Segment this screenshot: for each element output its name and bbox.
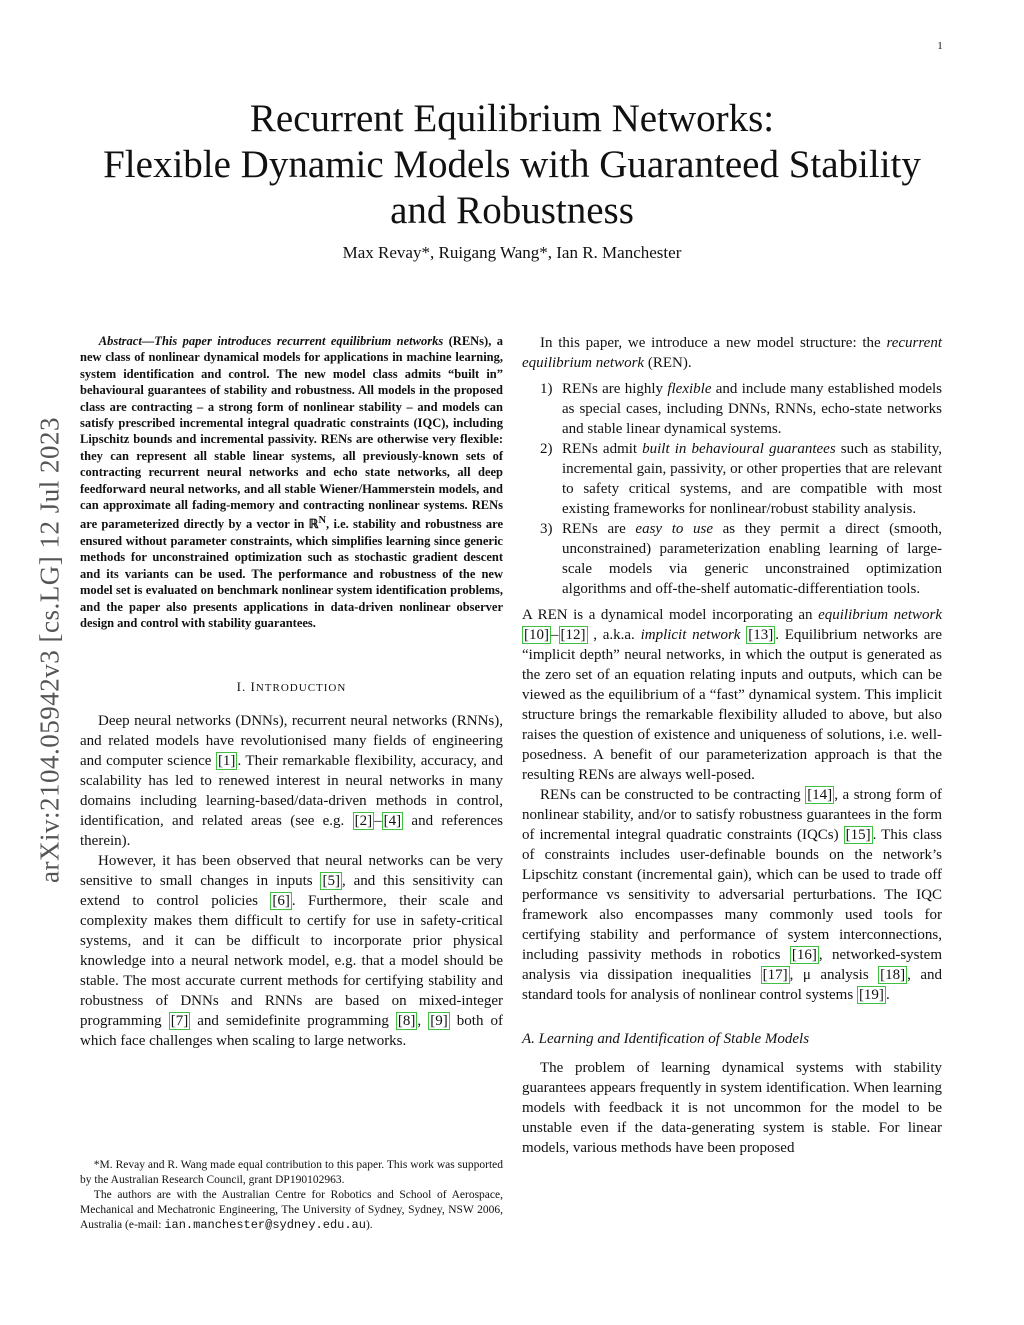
text: . Their remarkable flexibility, accuracy, and scalability has led to renewed interest in neural networks in many domains including learning-based/data-driven methods in control, identification, and related areas (see e.g. [80,753,503,830]
citation-link[interactable]: [12] [560,627,586,643]
text: The authors are with the Australian Centre for Robotics and School of Aerospace, Mechanical and Mechatronic Engineering, The University of Sydney, Sydney, NSW 2006, Australia (e-mail: [80,1189,503,1231]
abstract-superscript: N [318,515,327,527]
text: . Furthermore, their scale and complexity makes them difficult to certify for use in safety-critical systems, and it can be difficult to incorporate prior physical knowledge into a neural network model, e.g. that a model should be stable. The most accurate current methods for certifying stability and robustness of DNNs and RNNs are based on mixed-integer programming [80,893,503,1030]
text: and references therein). [80,813,503,850]
text: both of which face challenges when scaling to large networks. [80,1013,503,1050]
text: , a strong form of nonlinear stability, and/or to satisfy robustness guarantees in the form of incremental integral quadratic constraints (IQCs) [522,787,942,843]
list-item [522,439,942,519]
citation-link[interactable]: [4] [383,813,402,830]
text: A REN is a dynamical model incorporating an [522,607,819,623]
abstract [80,333,503,631]
arxiv-identifier: arXiv:2104.05942v3 [cs.LG] 12 Jul 2023 [34,417,65,883]
citation-link[interactable]: [14] [807,787,833,803]
emphasis: equilibrium network [818,607,942,623]
text: . This class of constraints includes user-definable bounds on the network’s Lipschitz constant (incremental gain), which can be used to trade off performance vs sensitivity to adversarial perturbations. The IQC framework also encompasses many commonly used tools for certifying stability and performance of system interconnections, including passivity methods in robotics [522,827,942,963]
text: . [885,987,890,1003]
citation-link[interactable]: [19] [858,987,884,1003]
text: – [374,813,382,830]
intro-paragraph-1 [80,711,503,851]
text: as they permit a direct (smooth, unconstrained) parameterization enabling learning of large-scale models via generic unconstrained optimization algorithms and off-the-shelf automatic-differentiation tools. [562,521,942,597]
text: . Equilibrium networks are “implicit depth” neural networks, in which the output is generated as the zero set of an equation relating inputs and outputs, which can be viewed as the equilibrium of a “fast” dynamical system. This implicit structure brings the remarkable flexibility alluded to above, but also raises the question of existence and uniqueness of solutions, i.e. well-posedness. A benefit of our parameterization approach is that the resulting RENs are always well-posed. [522,627,943,783]
citation-link[interactable]: [1] [217,753,236,770]
footnote [80,1158,503,1233]
text: (REN). [644,355,692,371]
text: RENs admit [562,441,643,457]
footnote-affiliation [80,1188,503,1233]
author-list: Max Revay*, Ruigang Wang*, Ian R. Manchester [342,243,682,262]
subsection-heading: A. Learning and Identification of Stable Models [522,1031,810,1047]
text: , μ analysis [789,967,879,983]
text: , networked-system analysis via dissipation inequalities [522,947,942,983]
title-line-1: Recurrent Equilibrium Networks: [249,97,775,140]
list-item [522,379,942,439]
abstract-tail: , i.e. stability and robustness are ensured without parameter constraints, which simplifies learning since generic methods for unconstrained optimization such as stochastic gradient descent and its variants can be used. The performance and robustness of the new model set is evaluated on benchmark nonlinear system identification problems, and the paper also presents applications in data-driven nonlinear observer design and control with stability guarantees. [80,517,503,631]
text: ). [365,1219,373,1231]
citation-link[interactable]: [9] [430,1013,448,1030]
citation-link[interactable]: [17] [762,967,788,983]
emphasis: implicit network [640,627,741,643]
list-number: 1) [540,381,553,397]
citation-link[interactable]: [13] [748,627,774,643]
emphasis: recurrent equilibrium network [522,335,942,371]
list-number: 2) [540,441,553,457]
right-column [522,333,942,1158]
ren-paragraph [522,605,942,785]
text: such as stability, incremental gain, passivity, or other properties that are relevant to safety critical systems, and are compatible with most existing frameworks for nonlinear/robust stability analysis. [562,441,942,517]
learning-paragraph: The problem of learning dynamical systems with stability guarantees appears frequently in system identification. When learning models with feedback it is not uncommon for the model to be unstable even if the data-generating system is stable. For linear models, various methods have been proposed [522,1060,942,1156]
paper-title [60,96,964,234]
text: In this paper, we introduce a new model structure: the [540,335,887,351]
citation-link[interactable]: [7] [170,1013,189,1030]
citation-link[interactable]: [15] [845,827,871,843]
list-item [522,519,942,599]
list-number: 3) [540,521,553,537]
citation-link[interactable]: [5] [322,873,340,890]
text: and semidefinite programming [190,1013,396,1030]
section-heading-introduction [80,679,503,695]
section-title-rest: NTRODUCTION [255,682,347,695]
text: , [417,1013,429,1030]
citation-link[interactable]: [10] [524,627,549,643]
citation-link[interactable]: [6] [272,893,290,910]
emphasis: easy to use [635,521,713,537]
citation-link[interactable]: [18] [880,967,906,983]
text: Deep neural networks (DNNs), recurrent neural networks (RNNs), and related models have revolutionised many fields of engineering and computer science [80,713,503,770]
contribution-list [522,379,942,599]
footnote-funding: *M. Revay and R. Wang made equal contribution to this paper. This work was supported by the Australian Research Council, grant DP190102963. [80,1159,503,1186]
text: , and standard tools for analysis of nonlinear control systems [522,967,942,1003]
citation-link[interactable]: [2] [354,813,373,830]
emphasis: flexible [667,381,712,397]
right-intro-paragraph [522,333,942,373]
text: , a.k.a. [587,627,641,643]
text: RENs are [562,521,636,537]
intro-paragraph-2 [80,851,503,1051]
left-column [80,333,503,1051]
text: and include many established models as special cases, including DNNs, RNNs, echo-state networks and stable linear dynamical systems. [562,381,942,437]
text: , and this sensitivity can extend to control policies [80,873,503,910]
contracting-paragraph [522,785,942,1005]
citation-link[interactable]: [8] [397,1013,416,1030]
abstract-body: (RENs), a new class of nonlinear dynamical models for applications in machine learning, system identification and control. The new model class admits “built in” behavioural guarantees of stability and robustness. All models in the proposed class are contracting – a strong form of nonlinear stability – and models can satisfy prescribed incremental integral quadratic constraints (IQC), including Lipschitz bounds and incremental passivity. RENs are otherwise very flexible: they can represent all stable linear systems, all previously-known sets of contracting recurrent neural networks and echo state networks, all deep feedforward neural networks, and all stable Wiener/Hammerstein models, and can approximate all fading-memory and contracting nonlinear systems. RENs are parameterized directly by a vector in ℝ [80,334,503,532]
text: RENs can be constructed to be contracting [540,787,806,803]
text: However, it has been observed that neural networks can be very sensitive to small changes in inputs [80,853,503,890]
text: – [551,627,559,643]
citation-link[interactable]: [16] [791,947,817,963]
section-first-letter: I [250,679,256,695]
abstract-lead: Abstract—This paper introduces [98,334,277,348]
abstract-term: recurrent equilibrium networks [276,334,444,348]
title-line-2: Flexible Dynamic Models with Guaranteed Stability [103,143,921,186]
page-number: 1 [937,40,943,52]
section-numeral: I. [236,679,251,695]
author-email[interactable]: ian.manchester@sydney.edu.au [164,1218,366,1232]
title-line-3: and Robustness [390,189,634,232]
emphasis: built in behavioural guarantees [642,441,836,457]
text: RENs are highly [562,381,668,397]
